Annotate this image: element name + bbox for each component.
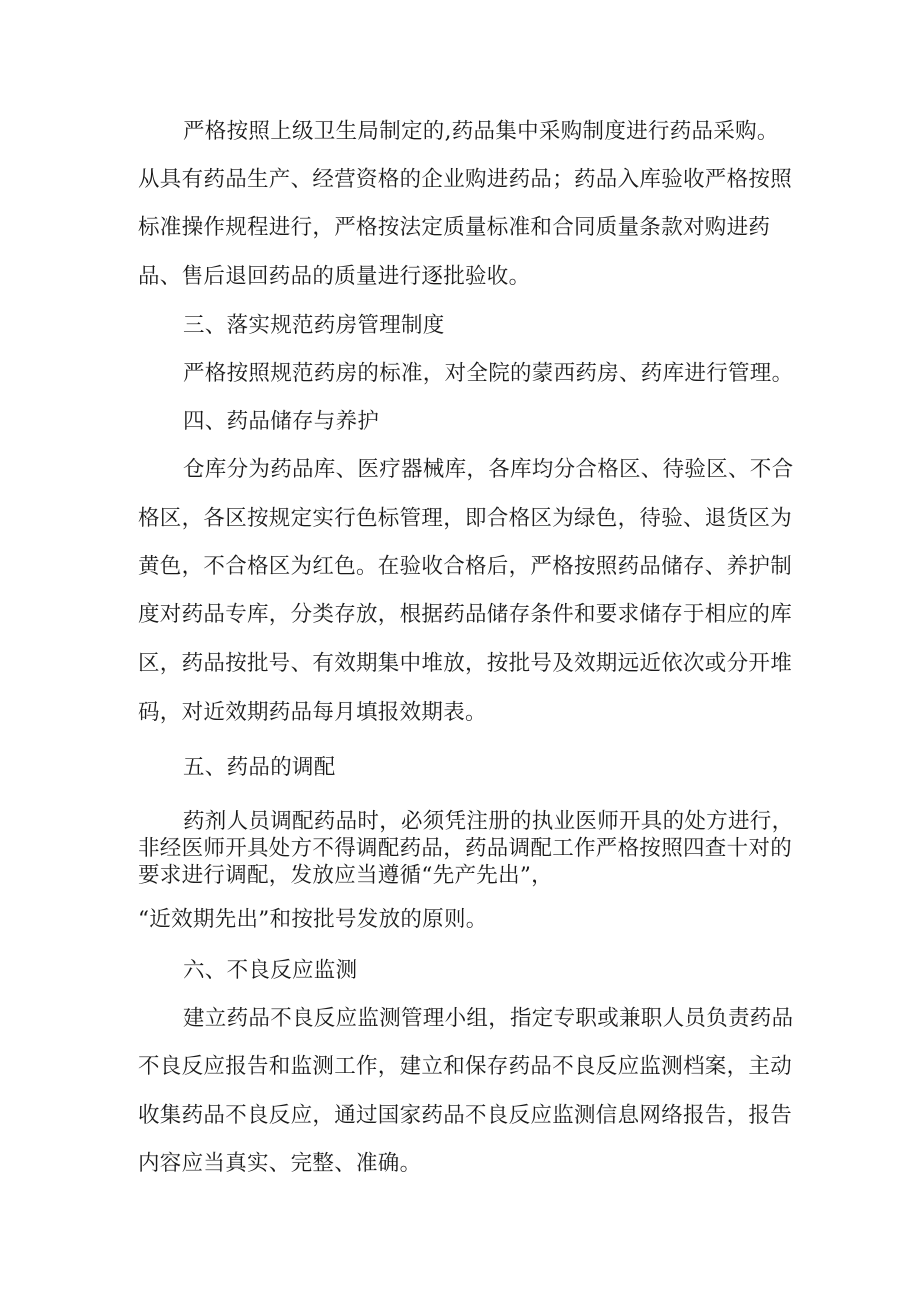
paragraph-storage-line-5: 区，药品按批号、有效期集中堆放，按批号及效期远近依次或分开堆: [138, 651, 793, 676]
paragraph-adverse-reaction-line-3: 收集药品不良反应，通过国家药品不良反应监测信息网络报告，报告: [138, 1103, 793, 1128]
paragraph-procurement-line-1: 严格按照上级卫生局制定的,药品集中采购制度进行药品采购。: [183, 119, 779, 144]
paragraph-storage-line-4: 度对药品专库，分类存放，根据药品储存条件和要求储存于相应的库: [138, 602, 793, 627]
paragraph-dispensing-line-1: 药剂人员调配药品时，必须凭注册的执业医师开具的处方进行，: [183, 809, 794, 834]
paragraph-dispensing-line-4: “近效期先出”和按批号发放的原则。: [138, 907, 488, 932]
paragraph-adverse-reaction-line-2: 不良反应报告和监测工作，建立和保存药品不良反应监测档案，主动: [138, 1054, 793, 1079]
paragraph-storage-line-1: 仓库分为药品库、医疗器械库，各库均分合格区、待验区、不合: [183, 457, 794, 482]
paragraph-dispensing-line-2: 非经医师开具处方不得调配药品，药品调配工作严格按照四查十对的: [138, 836, 793, 861]
paragraph-adverse-reaction-line-1: 建立药品不良反应监测管理小组，指定专职或兼职人员负责药品: [183, 1006, 794, 1031]
paragraph-procurement-line-4: 品、售后退回药品的质量进行逐批验收。: [138, 264, 531, 289]
paragraph-storage-line-2: 格区，各区按规定实行色标管理，即合格区为绿色，待验、退货区为: [138, 506, 793, 531]
paragraph-storage-line-3: 黄色，不合格区为红色。在验收合格后，严格按照药品储存、养护制: [138, 554, 793, 579]
paragraph-dispensing-line-3: 要求进行调配，发放应当遵循“先产先出”，: [138, 863, 553, 888]
section-heading-3: 三、落实规范药房管理制度: [183, 313, 445, 338]
paragraph-storage-line-6: 码，对近效期药品每月填报效期表。: [138, 700, 487, 725]
section-heading-6: 六、不良反应监测: [183, 958, 358, 983]
paragraph-pharmacy-management: 严格按照规范药房的标准，对全院的蒙西药房、药库进行管理。: [183, 361, 794, 386]
paragraph-procurement-line-3: 标准操作规程进行，严格按法定质量标准和合同质量条款对购进药: [138, 215, 771, 240]
paragraph-adverse-reaction-line-4: 内容应当真实、完整、准确。: [138, 1151, 422, 1176]
section-heading-4: 四、药品储存与养护: [183, 409, 380, 434]
section-heading-5: 五、药品的调配: [183, 755, 336, 780]
paragraph-procurement-line-2: 从具有药品生产、经营资格的企业购进药品；药品入库验收严格按照: [138, 167, 793, 192]
